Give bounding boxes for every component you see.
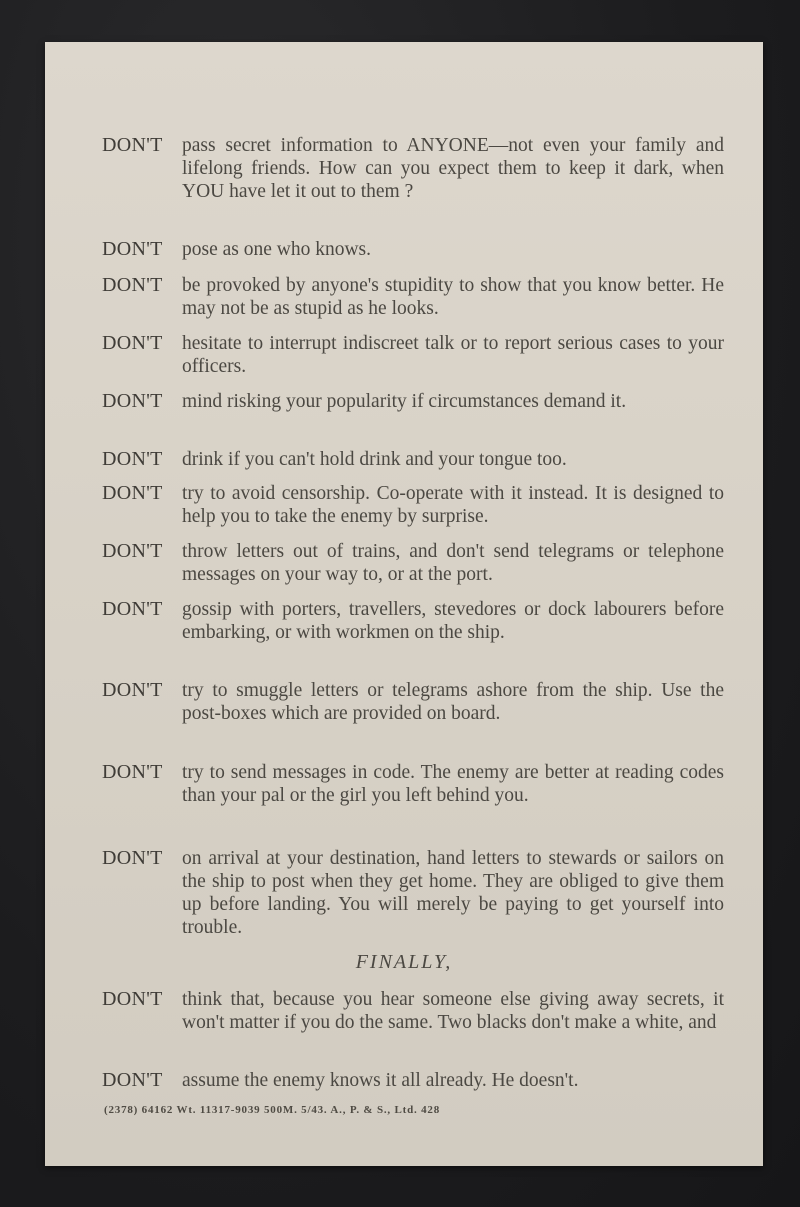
- item-text: try to smuggle letters or telegrams ashore from the ship. Use the post-boxes which are provided on board.: [182, 680, 724, 724]
- dont-keyword: DON'T: [102, 332, 163, 354]
- list-item: [102, 482, 726, 528]
- item-text: drink if you can't hold drink and your tongue too.: [182, 449, 567, 470]
- list-item: [102, 448, 726, 471]
- item-text: try to send messages in code. The enemy are better at reading codes than your pal or the girl you left behind you.: [182, 762, 724, 806]
- print-code-footer: (2378) 64162 Wt. 11317-9039 500M. 5/43. A., P. & S., Ltd. 428: [104, 1104, 441, 1116]
- item-text: try to avoid censorship. Co-operate with it instead. It is designed to help you to take the enemy by surprise.: [182, 483, 724, 527]
- list-item: [102, 274, 726, 320]
- dont-keyword: DON'T: [102, 134, 163, 156]
- item-text: pass secret information to ANYONE—not even your family and lifelong friends. How can you expect them to keep it dark, when YOU have let it out to them ?: [182, 135, 724, 202]
- item-text: gossip with porters, travellers, stevedores or dock labourers before embarking, or with workmen on the ship.: [182, 599, 724, 643]
- item-text: pose as one who knows.: [182, 239, 372, 260]
- list-item: [102, 847, 726, 939]
- item-text: hesitate to interrupt indiscreet talk or to report serious cases to your officers.: [182, 333, 724, 377]
- list-item: [102, 390, 726, 413]
- dont-keyword: DON'T: [102, 988, 163, 1010]
- finally-heading: FINALLY,: [355, 951, 453, 973]
- list-item: [102, 679, 726, 725]
- dont-keyword: DON'T: [102, 448, 163, 470]
- list-item: [102, 134, 726, 203]
- list-item: [102, 761, 726, 807]
- dont-keyword: DON'T: [102, 761, 163, 783]
- item-text: throw letters out of trains, and don't send telegrams or telephone messages on your way to, or at the port.: [182, 541, 724, 585]
- list-item: [102, 1069, 726, 1092]
- list-item: [102, 238, 726, 261]
- dont-keyword: DON'T: [102, 1069, 163, 1091]
- dont-keyword: DON'T: [102, 598, 163, 620]
- item-text: mind risking your popularity if circumstances demand it.: [182, 391, 627, 412]
- dont-keyword: DON'T: [102, 274, 163, 296]
- list-item: [102, 540, 726, 586]
- dont-keyword: DON'T: [102, 847, 163, 869]
- item-text: think that, because you hear someone else giving away secrets, it won't matter if you do the same. Two blacks don't make a white, and: [182, 989, 724, 1033]
- item-text: be provoked by anyone's stupidity to show that you know better. He may not be as stupid as he looks.: [182, 275, 724, 319]
- dont-keyword: DON'T: [102, 679, 163, 701]
- list-item: [102, 332, 726, 378]
- item-text: on arrival at your destination, hand letters to stewards or sailors on the ship to post when they get home. They are obliged to give them up before landing. You will merely be paying to get yourself into trouble.: [182, 848, 724, 938]
- dont-keyword: DON'T: [102, 482, 163, 504]
- leaflet-page: [45, 42, 763, 1166]
- dont-keyword: DON'T: [102, 238, 163, 260]
- list-item: [102, 598, 726, 644]
- dont-keyword: DON'T: [102, 390, 163, 412]
- item-text: assume the enemy knows it all already. He doesn't.: [182, 1070, 579, 1091]
- list-item: [102, 988, 726, 1034]
- dont-keyword: DON'T: [102, 540, 163, 562]
